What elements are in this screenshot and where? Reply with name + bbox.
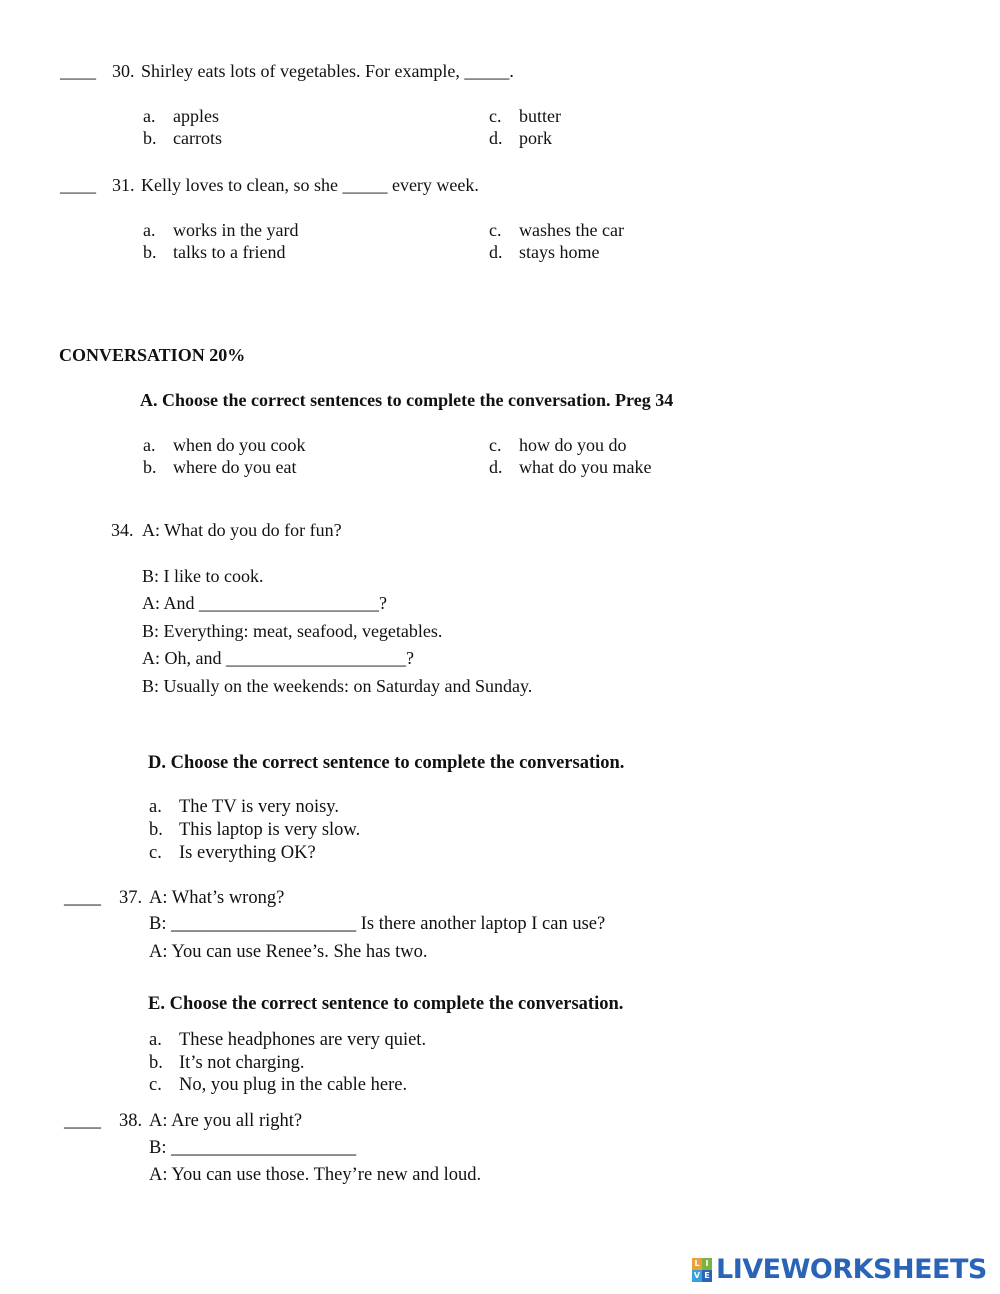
q37-number: 37.	[119, 888, 143, 908]
q30-option-b: b. carrots	[143, 128, 222, 148]
q38-line-2: B: ____________________	[149, 1138, 357, 1158]
q34-number: 34.	[111, 520, 134, 540]
liveworksheets-logo	[692, 1254, 987, 1286]
section-a-option-d: d. what do you make	[489, 457, 652, 477]
q38-line-3: A: You can use those. They’re new and loud.	[149, 1165, 482, 1185]
liveworksheets-logo-icon	[692, 1258, 712, 1282]
section-a-option-b: b. where do you eat	[143, 457, 297, 477]
logo-mark-l: L	[692, 1258, 702, 1270]
q31-option-c: c. washes the car	[489, 220, 624, 240]
section-d-option-a: a. The TV is very noisy.	[149, 797, 339, 817]
q31-text: Kelly loves to clean, so she _____ every week.	[141, 175, 479, 195]
section-a-option-c: c. how do you do	[489, 435, 627, 455]
section-e-option-c: c. No, you plug in the cable here.	[149, 1075, 408, 1095]
logo-mark-e: E	[702, 1270, 712, 1282]
q37-line-3: A: You can use Renee’s. She has two.	[149, 942, 428, 962]
q30-option-a: a. apples	[143, 106, 219, 126]
q37-line-2: B: ____________________ Is there another laptop I can use?	[149, 914, 606, 934]
q37-line-1: A: What’s wrong?	[149, 888, 285, 908]
q30-answer-blank[interactable]: ____	[60, 61, 96, 81]
q31-answer-blank[interactable]: ____	[60, 175, 96, 195]
liveworksheets-logo-text: LIVEWORKSHEETS	[716, 1254, 987, 1285]
conversation-heading: CONVERSATION 20%	[59, 345, 246, 365]
logo-mark-v: V	[693, 1271, 701, 1280]
q31-option-a: a. works in the yard	[143, 220, 299, 240]
q34-line-6: B: Usually on the weekends: on Saturday and Sunday.	[142, 676, 533, 696]
q31-option-b: b. talks to a friend	[143, 242, 286, 262]
q34-line-5: A: Oh, and ____________________?	[142, 648, 414, 668]
section-a-option-a: a. when do you cook	[143, 435, 306, 455]
q34-line-3: A: And ____________________?	[142, 593, 387, 613]
q38-line-1: A: Are you all right?	[149, 1111, 303, 1131]
q31-option-d: d. stays home	[489, 242, 600, 262]
section-d-instruction: D. Choose the correct sentence to complete the conversation.	[148, 753, 625, 773]
section-e-option-a: a. These headphones are very quiet.	[149, 1030, 427, 1050]
q30-option-c: c. butter	[489, 106, 561, 126]
q30-number: 30.	[112, 61, 135, 81]
q30-text: Shirley eats lots of vegetables. For example, _____.	[141, 61, 514, 81]
q37-answer-blank[interactable]: ____	[64, 888, 101, 908]
q38-answer-blank[interactable]: ____	[64, 1111, 101, 1131]
section-e-option-b: b. It’s not charging.	[149, 1053, 305, 1073]
q34-line-2: B: I like to cook.	[142, 566, 264, 586]
section-d-option-c: c. Is everything OK?	[149, 843, 316, 863]
q34-line-1: A: What do you do for fun?	[142, 520, 342, 540]
section-e-instruction: E. Choose the correct sentence to complete the conversation.	[148, 994, 624, 1014]
section-d-option-b: b. This laptop is very slow.	[149, 820, 361, 840]
q30-option-d: d. pork	[489, 128, 552, 148]
q31-number: 31.	[112, 175, 135, 195]
q38-number: 38.	[119, 1111, 143, 1131]
logo-mark-i: I	[702, 1258, 712, 1270]
q34-line-4: B: Everything: meat, seafood, vegetables.	[142, 621, 443, 641]
section-a-instruction: A. Choose the correct sentences to complete the conversation. Preg 34	[140, 390, 674, 410]
